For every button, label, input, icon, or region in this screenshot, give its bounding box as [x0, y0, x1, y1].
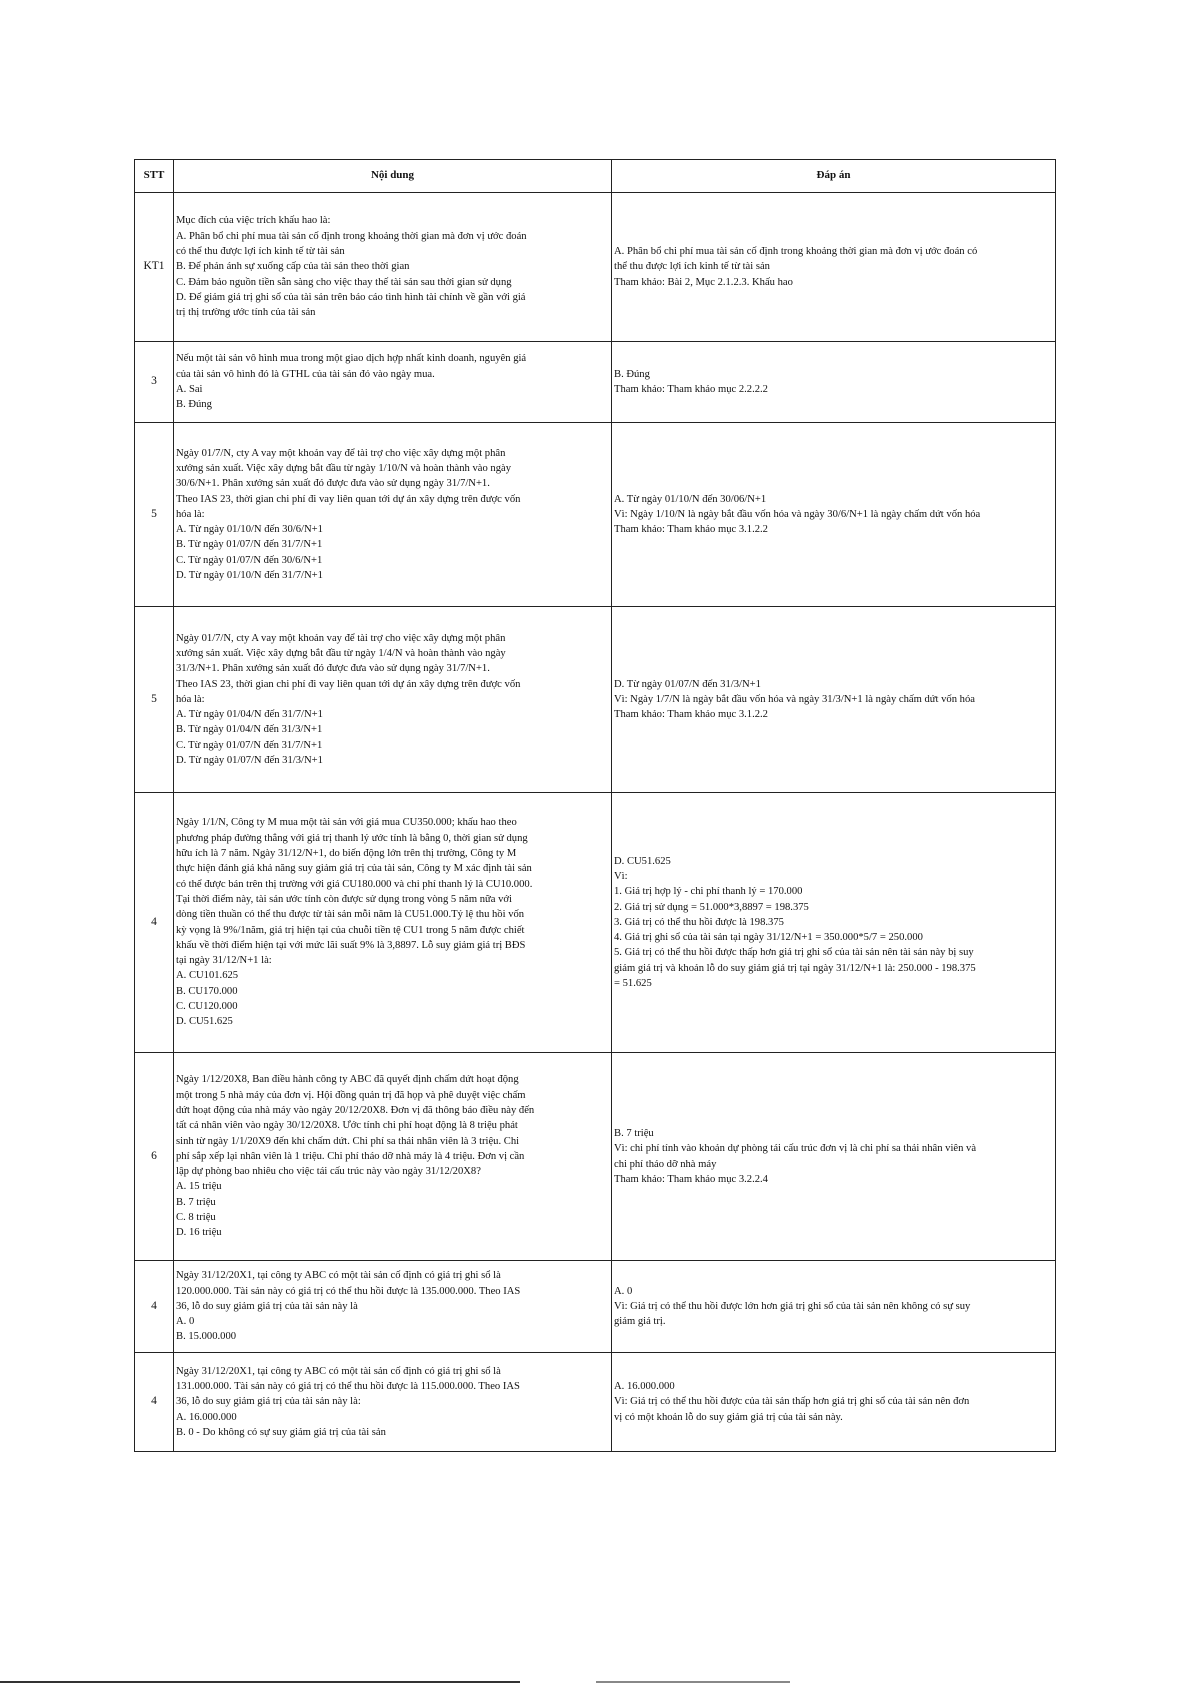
answer-cell: [612, 1261, 1056, 1353]
question-line: Mục đích của việc trích khấu hao là:: [176, 215, 331, 227]
answer-line: giảm giá trị.: [614, 1316, 666, 1328]
question-line: của tài sản vô hình đó là GTHL của tài sản đó vào ngày mua.: [176, 368, 435, 380]
question-line: dòng tiền thuần có thể thu được từ tài sản mỗi năm là CU51.000.Tỷ lệ thu hồi vốn: [176, 909, 525, 921]
answer-line: = 51.625: [614, 978, 652, 990]
question-line: A. 0: [176, 1316, 195, 1328]
answer-cell: [612, 607, 1056, 793]
answer-line: Vì: Giá trị có thể thu hồi được lớn hơn giá trị ghi sổ của tài sản nên không có sự suy: [614, 1300, 971, 1312]
question-line: D. 16 triệu: [176, 1227, 222, 1239]
table-row: [135, 193, 1056, 342]
row-number: 4: [135, 1353, 174, 1452]
question-line: Theo IAS 23, thời gian chi phí đi vay liên quan tới dự án xây dựng trên được vốn: [176, 493, 521, 505]
question-line: A. Từ ngày 01/04/N đến 31/7/N+1: [176, 709, 323, 721]
answer-line: Tham khảo: Bài 2, Mục 2.1.2.3. Khấu hao: [614, 276, 793, 288]
question-line: trị thị trường ước tính của tài sản: [176, 307, 316, 319]
question-line: 36, lỗ do suy giảm giá trị của tài sản này là: [176, 1300, 358, 1312]
question-line: 30/6/N+1. Phân xưởng sản xuất đó được đưa vào sử dụng ngày 31/7/N+1.: [176, 478, 490, 490]
question-line: C. 8 triệu: [176, 1212, 216, 1224]
quiz-sheet: [134, 159, 1055, 1452]
question-line: B. Đúng: [176, 399, 212, 411]
answer-line: Tham khảo: Tham khảo mục 3.1.2.2: [614, 524, 768, 536]
question-line: C. Đảm bảo nguồn tiền sẵn sàng cho việc thay thế tài sản sau thời gian sử dụng: [176, 276, 512, 288]
answer-line: 2. Giá trị sử dụng = 51.000*3,8897 = 198.375: [614, 901, 809, 913]
table-row: [135, 1053, 1056, 1261]
question-line: xưởng sản xuất. Việc xây dựng bắt đầu từ ngày 1/10/N và hoàn thành vào ngày: [176, 462, 512, 474]
question-line: có thể thu được lợi ích kinh tế từ tài sản: [176, 246, 345, 258]
question-cell: [174, 193, 612, 342]
question-line: B. 15.000.000: [176, 1331, 237, 1343]
table-header-row: [135, 160, 1056, 193]
row-number: 4: [135, 793, 174, 1053]
table-body: [135, 193, 1056, 1452]
question-line: B. Từ ngày 01/07/N đến 31/7/N+1: [176, 539, 323, 551]
question-line: hóa là:: [176, 693, 205, 705]
answer-line: B. Đúng: [614, 368, 650, 380]
quiz-table: [134, 159, 1056, 1452]
answer-line: 4. Giá trị ghi sổ của tài sản tại ngày 31/12/N+1 = 350.000*5/7 = 250.000: [614, 932, 923, 944]
question-line: phương pháp đường thẳng với giá trị thanh lý ước tính là bằng 0, thời gian sử dụng: [176, 832, 528, 844]
question-line: 36, lỗ do suy giảm giá trị của tài sản này là:: [176, 1396, 361, 1408]
question-line: Tại thời điểm này, tài sản ước tính còn được sử dụng trong vòng 5 năm nữa với: [176, 893, 512, 905]
answer-line: Vì: Ngày 1/7/N là ngày bắt đầu vốn hóa và ngày 31/3/N+1 là ngày chấm dứt vốn hóa: [614, 693, 975, 705]
question-line: B. Để phản ánh sự xuống cấp của tài sản theo thời gian: [176, 261, 410, 273]
question-cell: [174, 1053, 612, 1261]
question-line: A. Phân bổ chi phí mua tài sản cố định trong khoảng thời gian mà đơn vị ước đoán: [176, 230, 527, 242]
question-line: một trong 5 nhà máy của đơn vị. Hội đồng quản trị đã họp và phê duyệt việc chấm: [176, 1089, 526, 1101]
answer-cell: [612, 423, 1056, 607]
question-line: Ngày 01/7/N, cty A vay một khoản vay để tài trợ cho việc xây dựng một phân: [176, 632, 506, 644]
question-line: A. 16.000.000: [176, 1411, 237, 1423]
answer-cell: [612, 793, 1056, 1053]
table-row: [135, 793, 1056, 1053]
question-line: thực hiện đánh giá khả năng suy giảm giá trị của tài sản, Công ty M xác định tài sản: [176, 863, 532, 875]
row-number: KT1: [135, 193, 174, 342]
question-line: D. Từ ngày 01/07/N đến 31/3/N+1: [176, 755, 323, 767]
question-line: D. Để giảm giá trị ghi sổ của tài sản trên báo cáo tình hình tài chính về gần với giá: [176, 291, 526, 303]
question-line: tất cả nhân viên vào ngày 30/12/20X8. Ước tính chi phí hoạt động là 8 triệu phát: [176, 1120, 518, 1132]
answer-cell: [612, 1353, 1056, 1452]
question-line: sinh từ ngày 1/1/20X9 đến khi chấm dứt. Chi phí sa thải nhân viên là 3 triệu. Chi: [176, 1135, 520, 1147]
question-cell: [174, 423, 612, 607]
answer-line: chi phí tháo dỡ nhà máy: [614, 1158, 717, 1170]
question-line: hóa là:: [176, 508, 205, 520]
question-line: Ngày 1/12/20X8, Ban điều hành công ty ABC đã quyết định chấm dứt hoạt động: [176, 1074, 519, 1086]
question-line: Nếu một tài sản vô hình mua trong một giao dịch hợp nhất kinh doanh, nguyên giá: [176, 353, 527, 365]
question-line: 31/3/N+1. Phân xưởng sản xuất đó được đưa vào sử dụng ngày 31/7/N+1.: [176, 663, 490, 675]
question-line: Theo IAS 23, thời gian chi phí đi vay liên quan tới dự án xây dựng trên được vốn: [176, 678, 521, 690]
answer-cell: [612, 193, 1056, 342]
answer-line: giảm giá trị và khoản lỗ do suy giảm giá trị tại ngày 31/12/N+1 là: 250.000 - 198.375: [614, 962, 976, 974]
question-line: 120.000.000. Tài sản này có giá trị có thể thu hồi được là 135.000.000. Theo IAS: [176, 1285, 521, 1297]
answer-line: D. Từ ngày 01/07/N đến 31/3/N+1: [614, 678, 761, 690]
answer-line: A. Từ ngày 01/10/N đến 30/06/N+1: [614, 493, 767, 505]
question-cell: [174, 607, 612, 793]
question-line: B. CU170.000: [176, 985, 238, 997]
answer-line: vị có một khoản lỗ do suy giảm giá trị của tài sản này.: [614, 1411, 843, 1423]
question-line: C. Từ ngày 01/07/N đến 31/7/N+1: [176, 739, 323, 751]
answer-line: Tham khảo: Tham khảo mục 3.1.2.2: [614, 709, 768, 721]
answer-line: 3. Giá trị có thể thu hồi được là 198.375: [614, 916, 784, 928]
question-line: xưởng sản xuất. Việc xây dựng bắt đầu từ ngày 1/4/N và hoàn thành vào ngày: [176, 647, 506, 659]
column-header-stt: STT: [135, 160, 174, 193]
answer-line: Vì: Giá trị có thể thu hồi được của tài sản thấp hơn giá trị ghi sổ của tài sản nên đơn: [614, 1396, 970, 1408]
question-line: 131.000.000. Tài sản này có giá trị có thể thu hồi được là 115.000.000. Theo IAS: [176, 1381, 520, 1393]
question-line: dứt hoạt động của nhà máy vào ngày 20/12/20X8. Đơn vị đã thông báo điều này đến: [176, 1104, 535, 1116]
question-line: C. Từ ngày 01/07/N đến 30/6/N+1: [176, 554, 323, 566]
question-line: B. Từ ngày 01/04/N đến 31/3/N+1: [176, 724, 323, 736]
answer-line: Vì: Ngày 1/10/N là ngày bắt đầu vốn hóa và ngày 30/6/N+1 là ngày chấm dứt vốn hóa: [614, 508, 981, 520]
answer-line: thể thu được lợi ích kinh tế từ tài sản: [614, 261, 770, 273]
question-line: C. CU120.000: [176, 1000, 238, 1012]
answer-line: Tham khảo: Tham khảo mục 2.2.2.2: [614, 384, 768, 395]
question-line: khấu về thời điểm hiện tại với mức lãi suất 9% là 3,8897. Lỗ suy giảm giá trị BĐS: [176, 939, 526, 951]
row-number: 5: [135, 607, 174, 793]
question-line: B. 7 triệu: [176, 1196, 216, 1208]
page-footer-rule: [0, 1681, 1191, 1683]
table-row: [135, 1353, 1056, 1452]
table-row: [135, 342, 1056, 423]
question-line: hữu ích là 7 năm. Ngày 31/12/N+1, do biến động lớn trên thị trường, Công ty M: [176, 848, 517, 860]
column-header-content: Nội dung: [174, 160, 612, 193]
question-cell: [174, 342, 612, 423]
answer-line: B. 7 triệu: [614, 1127, 654, 1139]
question-line: Ngày 31/12/20X1, tại công ty ABC có một tài sản cố định có giá trị ghi sổ là: [176, 1270, 501, 1282]
row-number: 5: [135, 423, 174, 607]
question-line: D. CU51.625: [176, 1016, 233, 1028]
table-row: [135, 1261, 1056, 1353]
answer-line: A. 0: [614, 1285, 633, 1297]
column-header-answer: Đáp án: [612, 160, 1056, 193]
question-cell: [174, 1353, 612, 1452]
row-number: 3: [135, 342, 174, 423]
row-number: 6: [135, 1053, 174, 1261]
answer-line: A. Phân bổ chi phí mua tài sản cố định trong khoảng thời gian mà đơn vị ước đoán có: [614, 246, 978, 258]
question-line: A. Sai: [176, 384, 203, 395]
question-line: lập dự phòng bao nhiêu cho việc tái cấu trúc này vào ngày 31/12/20X8?: [176, 1166, 481, 1178]
question-line: Ngày 01/7/N, cty A vay một khoản vay để tài trợ cho việc xây dựng một phân: [176, 447, 506, 459]
answer-cell: [612, 342, 1056, 423]
question-cell: [174, 793, 612, 1053]
question-line: tại ngày 31/12/N+1 là:: [176, 955, 272, 967]
question-line: D. Từ ngày 01/10/N đến 31/7/N+1: [176, 570, 323, 582]
answer-line: A. 16.000.000: [614, 1381, 675, 1393]
answer-line: 1. Giá trị hợp lý - chi phí thanh lý = 170.000: [614, 886, 803, 898]
table-row: [135, 423, 1056, 607]
row-number: 4: [135, 1261, 174, 1353]
question-line: kỳ vọng là 9%/1năm, giá trị hiện tại của chuỗi tiền tệ CU1 trong 5 năm được chiết: [176, 924, 525, 936]
table-row: [135, 607, 1056, 793]
question-line: A. 15 triệu: [176, 1181, 222, 1193]
answer-line: Tham khảo: Tham khảo mục 3.2.2.4: [614, 1173, 768, 1185]
question-line: B. 0 - Do không có sự suy giảm giá trị của tài sản: [176, 1426, 386, 1438]
question-cell: [174, 1261, 612, 1353]
question-line: có thể được bán trên thị trường với giá CU180.000 và chi phí thanh lý là CU10.000.: [176, 878, 533, 890]
answer-line: 5. Giá trị có thể thu hồi được thấp hơn giá trị ghi sổ của tài sản nên tài sản này bị suy: [614, 947, 974, 959]
question-line: A. CU101.625: [176, 970, 239, 982]
question-line: phí sắp xếp lại nhân viên là 1 triệu. Chi phí tháo dỡ nhà máy là 4 triệu. Đơn vị cần: [176, 1150, 525, 1162]
answer-line: Vì:: [614, 870, 628, 882]
question-line: Ngày 31/12/20X1, tại công ty ABC có một tài sản cố định có giá trị ghi sổ là: [176, 1365, 501, 1377]
question-line: A. Từ ngày 01/10/N đến 30/6/N+1: [176, 524, 323, 536]
answer-cell: [612, 1053, 1056, 1261]
question-line: Ngày 1/1/N, Công ty M mua một tài sản với giá mua CU350.000; khấu hao theo: [176, 817, 517, 829]
answer-line: Vì: chi phí tính vào khoản dự phòng tái cấu trúc đơn vị là chi phí sa thải nhân viên và: [614, 1143, 977, 1155]
answer-line: D. CU51.625: [614, 855, 671, 867]
